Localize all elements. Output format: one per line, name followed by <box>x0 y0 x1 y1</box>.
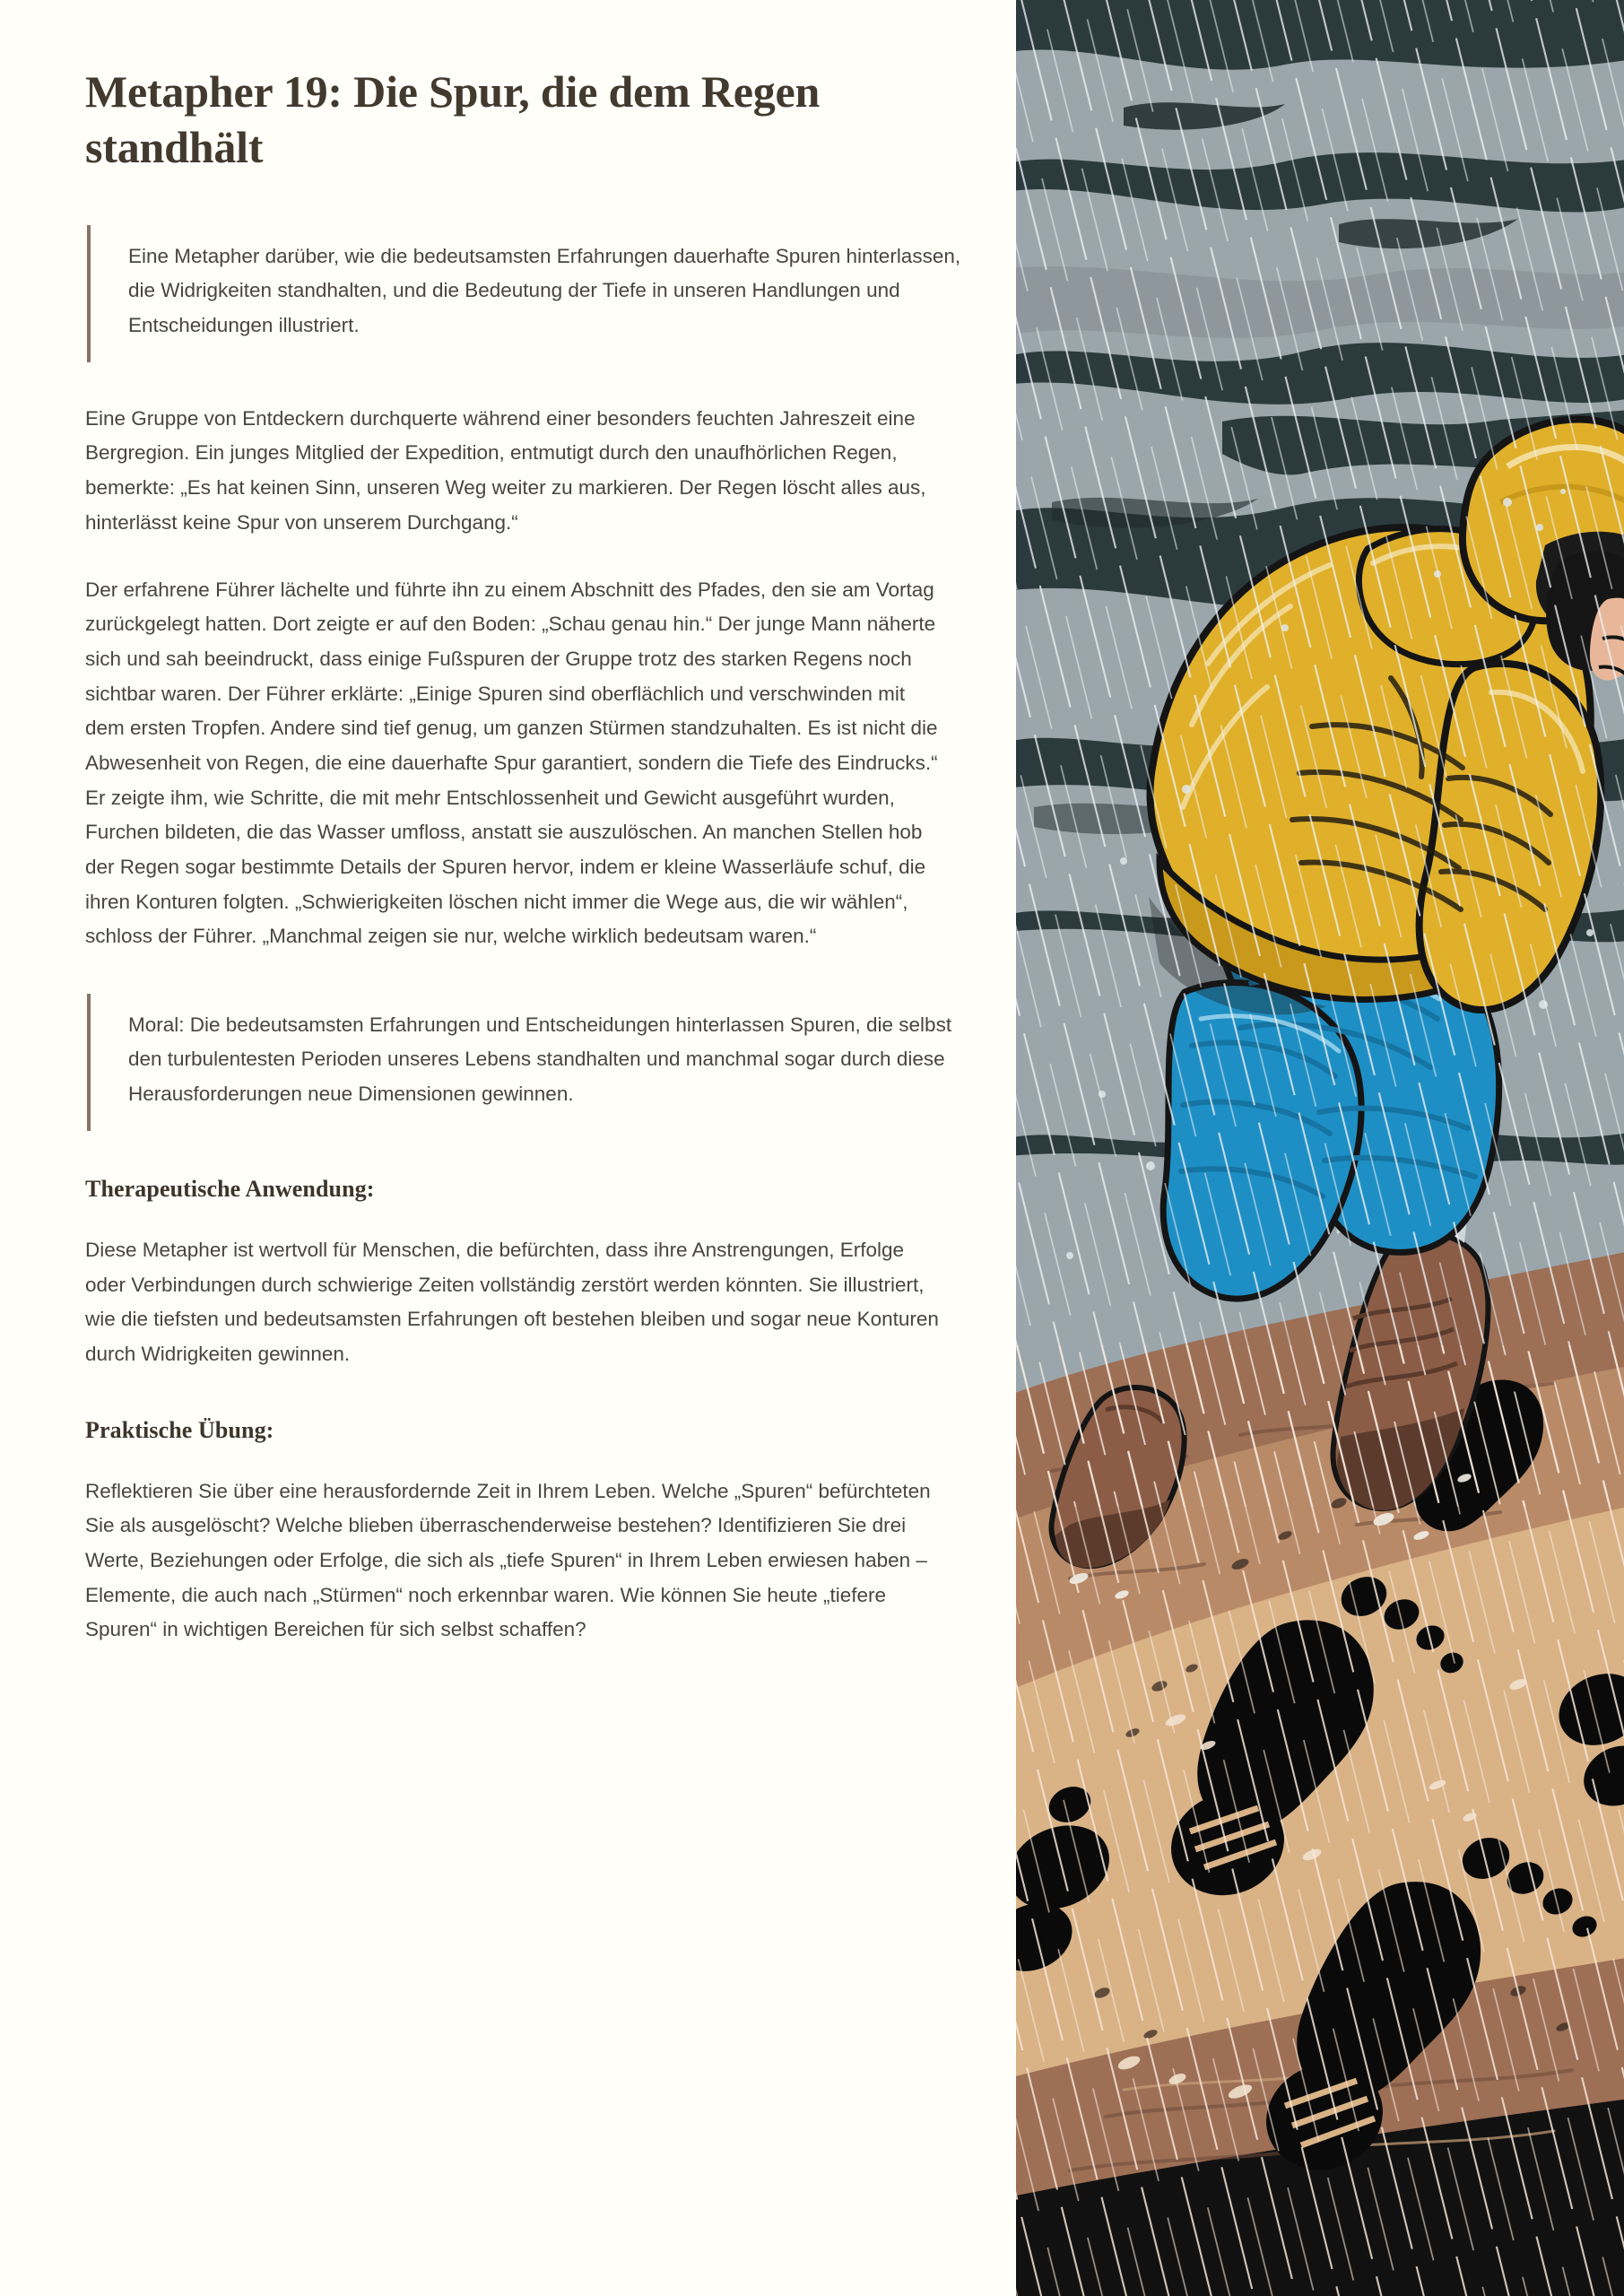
rain-scene-svg <box>1016 0 1624 2296</box>
rain-illustration <box>1016 0 1624 2296</box>
moral-quote-text: Moral: Die bedeutsamsten Erfahrungen und Entscheidungen hinterlassen Spuren, die selbst den turbulentesten Perioden unseres Lebens standhalten und manchmal sogar durch diese Herausforderungen neue Dimensionen gewinnen. <box>128 1013 952 1105</box>
intro-quote-text: Eine Metapher darüber, wie die bedeutsamsten Erfahrungen dauerhafte Spuren hinterlassen, die Widrigkeiten standhalten, und die Bedeutung der Tiefe in unseren Handlungen und Entscheidungen illustriert. <box>128 245 961 336</box>
rain-overlay-ground <box>1016 1345 1624 2296</box>
heading-practical-exercise: Praktische Übung: <box>85 1416 274 1443</box>
story-paragraph-2: Der erfahrene Führer lächelte und führte ihn zu einem Abschnitt des Pfades, den sie am Vortag zurückgelegt hatten. Dort zeigte er auf den Boden: „Schau genau hin.“ Der junge Mann näherte sich und sah beeindruckt, dass einige Fußspuren der Gruppe trotz des starken Regens noch sichtbar waren. Der Führer erklärte: „Einige Spuren sind oberflächlich und verschwinden mit dem ersten Tropfen. Andere sind tief genug, um ganzen Stürmen standzuhalten. Es ist nicht die Abwesenheit von Regen, die eine dauerhafte Spur garantiert, sondern die Tiefe des Eindrucks.“ Er zeigte ihm, wie Schritte, die mit mehr Entschlossenheit und Gewicht ausgeführt wurden, Furchen bildeten, die das Wasser umfloss, anstatt sie auszulöschen. An manchen Stellen hob der Regen sogar bestimmte Details der Spuren hervor, indem er kleine Wasserläufe schuf, die ihren Konturen folgten. „Schwierigkeiten löschen nicht immer die Wege aus, die wir wählen“, schloss der Führer. „Manchmal zeigen sie nur, welche wirklich bedeutsam waren.“ <box>85 578 938 948</box>
moral-blockquote <box>87 994 962 1131</box>
therapeutic-paragraph: Diese Metapher ist wertvoll für Menschen, die befürchten, dass ihre Anstrengungen, Erfolge oder Verbindungen durch schwierige Zeiten vollständig zerstört werden könnten. Sie illustriert, wie die tiefsten und bedeutsamsten Erfahrungen oft bestehen bleiben und sogar neue Konturen durch Widrigkeiten gewinnen. <box>85 1238 939 1365</box>
practice-paragraph: Reflektieren Sie über eine herausfordernde Zeit in Ihrem Leben. Welche „Spuren“ befürchteten Sie als ausgelöscht? Welche blieben überraschenderweise bestehen? Identifizieren Sie drei Werte, Beziehungen oder Erfolge, die sich als „tiefe Spuren“ in Ihrem Leben erwiesen haben – Elemente, die auch nach „Stürmen“ noch erkennbar waren. Wie können Sie heute „tiefere Spuren“ in wichtigen Bereichen für sich selbst schaffen? <box>85 1479 931 1641</box>
intro-blockquote <box>87 225 962 362</box>
spacer <box>85 987 962 994</box>
rain-overlay-sky <box>1016 0 1624 1507</box>
heading-therapeutic-application: Therapeutische Anwendung: <box>85 1175 375 1202</box>
page-title: Metapher 19: Die Spur, die dem Regen standhält <box>85 66 821 172</box>
story-paragraph-1: Eine Gruppe von Entdeckern durchquerte während einer besonders feuchten Jahreszeit eine Bergregion. Ein junges Mitglied der Expedition, entmutigt durch den unaufhörlichen Regen, bemerkte: „Es hat keinen Sinn, unseren Weg weiter zu markieren. Der Regen löscht alles aus, hinterlässt keine Spur von unserem Durchgang.“ <box>85 406 926 534</box>
